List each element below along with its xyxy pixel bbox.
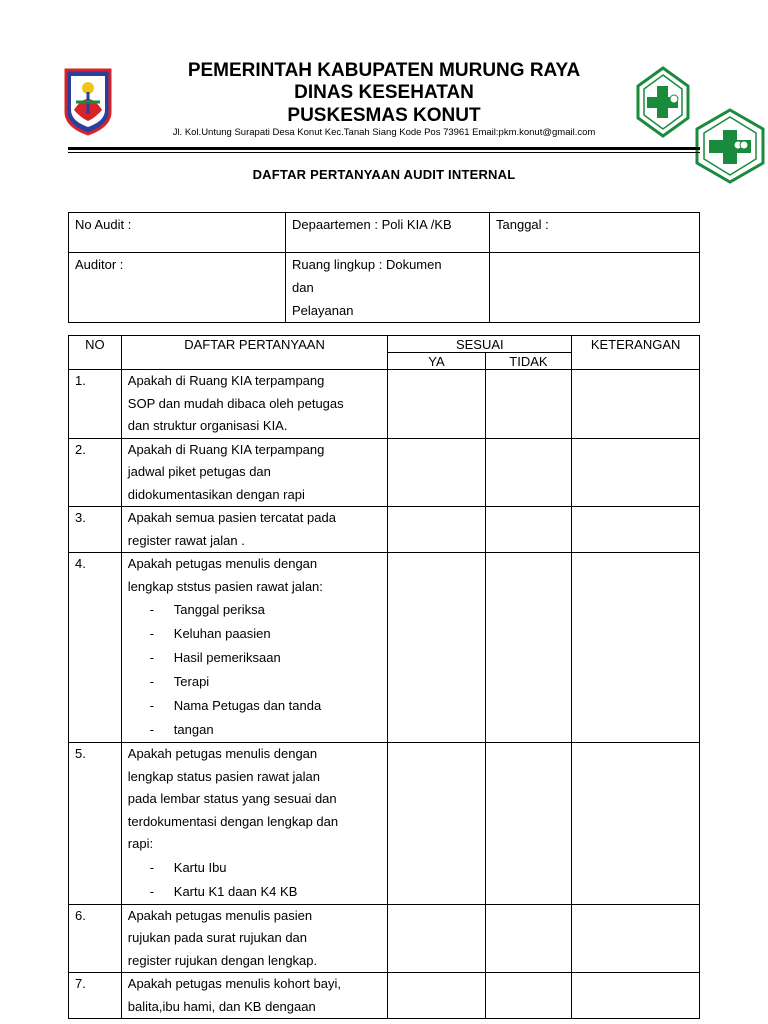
office-name: DINAS KESEHATAN xyxy=(294,82,474,103)
question-line: Apakah di Ruang KIA terpampang xyxy=(127,441,325,457)
row-number: 1. xyxy=(69,370,122,439)
question-line: Apakah di Ruang KIA terpampang xyxy=(127,373,325,388)
tidak-cell xyxy=(485,973,572,1019)
header-no: NO xyxy=(69,336,122,370)
question-line: register rujukan dengan lengkap. xyxy=(127,952,318,968)
checklist-item: - Terapi xyxy=(150,670,382,694)
question-line: Apakah petugas menulis dengan xyxy=(127,556,318,571)
table-row xyxy=(69,904,700,973)
checklist-item: - Tanggal periksa xyxy=(150,598,382,622)
ya-cell xyxy=(388,507,485,553)
ruang-lingkup-field: Ruang lingkup : Dokumen dan Pelayanan xyxy=(286,253,490,323)
puskesmas-name: PUSKESMAS KONUT xyxy=(287,105,481,126)
question-line: balita,ibu hami, dan KB dengaan xyxy=(127,998,316,1014)
question-text xyxy=(121,507,388,553)
question-line: Apakah petugas menulis kohort bayi, xyxy=(127,976,341,991)
tanggal-field: Tanggal : xyxy=(490,213,700,253)
header-question: DAFTAR PERTANYAAN xyxy=(121,336,388,370)
question-line: lengkap ststus pasien rawat jalan: xyxy=(127,578,323,594)
checklist-item: - tangan xyxy=(150,718,382,742)
ya-cell xyxy=(388,438,485,507)
address-line: Jl. Kol.Untung Surapati Desa Konut Kec.Tanah Siang Kode Pos 73961 Email:pkm.konut@gmail.com xyxy=(172,127,596,138)
checklist-items xyxy=(128,598,382,742)
keterangan-cell xyxy=(572,438,700,507)
table-row xyxy=(69,507,700,553)
checklist-item: - Nama Petugas dan tanda xyxy=(150,694,382,718)
ya-cell xyxy=(388,743,485,905)
question-line: SOP dan mudah dibaca oleh petugas xyxy=(127,395,344,411)
ya-cell xyxy=(388,553,485,743)
question-text xyxy=(121,743,388,905)
table-row xyxy=(69,370,700,439)
question-text xyxy=(121,553,388,743)
keterangan-cell xyxy=(572,553,700,743)
keterangan-cell xyxy=(572,370,700,439)
no-audit-field: No Audit : xyxy=(69,213,286,253)
question-line: rujukan pada surat rujukan dan xyxy=(127,930,308,945)
tidak-cell xyxy=(485,904,572,973)
question-line: Apakah petugas menulis pasien xyxy=(127,907,313,923)
ya-cell xyxy=(388,370,485,439)
header-ya: YA xyxy=(388,353,485,370)
question-line: pada lembar status yang sesuai dan xyxy=(127,791,337,806)
keterangan-cell xyxy=(572,973,700,1019)
question-line: lengkap status pasien rawat jalan xyxy=(127,768,321,784)
header-rule-thick xyxy=(68,147,700,150)
audit-info-table xyxy=(68,212,700,323)
checklist-item: - Kartu K1 daan K4 KB xyxy=(150,880,382,904)
keterangan-cell xyxy=(572,507,700,553)
row-number: 3. xyxy=(69,507,122,553)
question-text xyxy=(121,904,388,973)
question-line: Apakah petugas menulis dengan xyxy=(127,746,318,761)
checklist-items xyxy=(128,856,382,904)
tidak-cell xyxy=(485,743,572,905)
question-text xyxy=(121,370,388,439)
table-row xyxy=(69,973,700,1019)
header-tidak: TIDAK xyxy=(485,353,572,370)
question-line: rapi: xyxy=(127,836,154,851)
tidak-cell xyxy=(485,507,572,553)
keterangan-cell xyxy=(572,743,700,905)
government-name: PEMERINTAH KABUPATEN MURUNG RAYA xyxy=(187,60,581,81)
row-number: 2. xyxy=(69,438,122,507)
header-keterangan: KETERANGAN xyxy=(572,336,700,370)
row-number: 5. xyxy=(69,743,122,905)
question-line: didokumentasikan dengan rapi xyxy=(127,486,305,502)
checklist-item: - Kartu Ibu xyxy=(150,856,382,880)
row-number: 4. xyxy=(69,553,122,743)
tidak-cell xyxy=(485,553,572,743)
tidak-cell xyxy=(485,438,572,507)
ya-cell xyxy=(388,973,485,1019)
tidak-cell xyxy=(485,370,572,439)
question-line: dan struktur organisasi KIA. xyxy=(127,418,288,433)
audit-question-table xyxy=(68,335,700,1019)
empty-cell xyxy=(490,253,700,323)
question-line: register rawat jalan . xyxy=(127,532,245,548)
question-text xyxy=(121,973,388,1019)
table-row xyxy=(69,743,700,905)
auditor-field: Auditor : xyxy=(69,253,286,323)
row-number: 7. xyxy=(69,973,122,1019)
row-number: 6. xyxy=(69,904,122,973)
table-row xyxy=(69,553,700,743)
question-line: jadwal piket petugas dan xyxy=(127,464,271,479)
departemen-field: Depaartemen : Poli KIA /KB xyxy=(286,213,490,253)
checklist-item: - Hasil pemeriksaan xyxy=(150,646,382,670)
document-title: DAFTAR PERTANYAAN AUDIT INTERNAL xyxy=(252,167,516,182)
header-sesuai: SESUAI xyxy=(388,336,572,353)
ya-cell xyxy=(388,904,485,973)
checklist-item: - Keluhan paasien xyxy=(150,622,382,646)
header-rule-thin xyxy=(68,152,700,153)
keterangan-cell xyxy=(572,904,700,973)
question-line: Apakah semua pasien tercatat pada xyxy=(127,510,336,525)
question-text xyxy=(121,438,388,507)
table-row xyxy=(69,438,700,507)
question-line: terdokumentasi dengan lengkap dan xyxy=(127,813,339,829)
